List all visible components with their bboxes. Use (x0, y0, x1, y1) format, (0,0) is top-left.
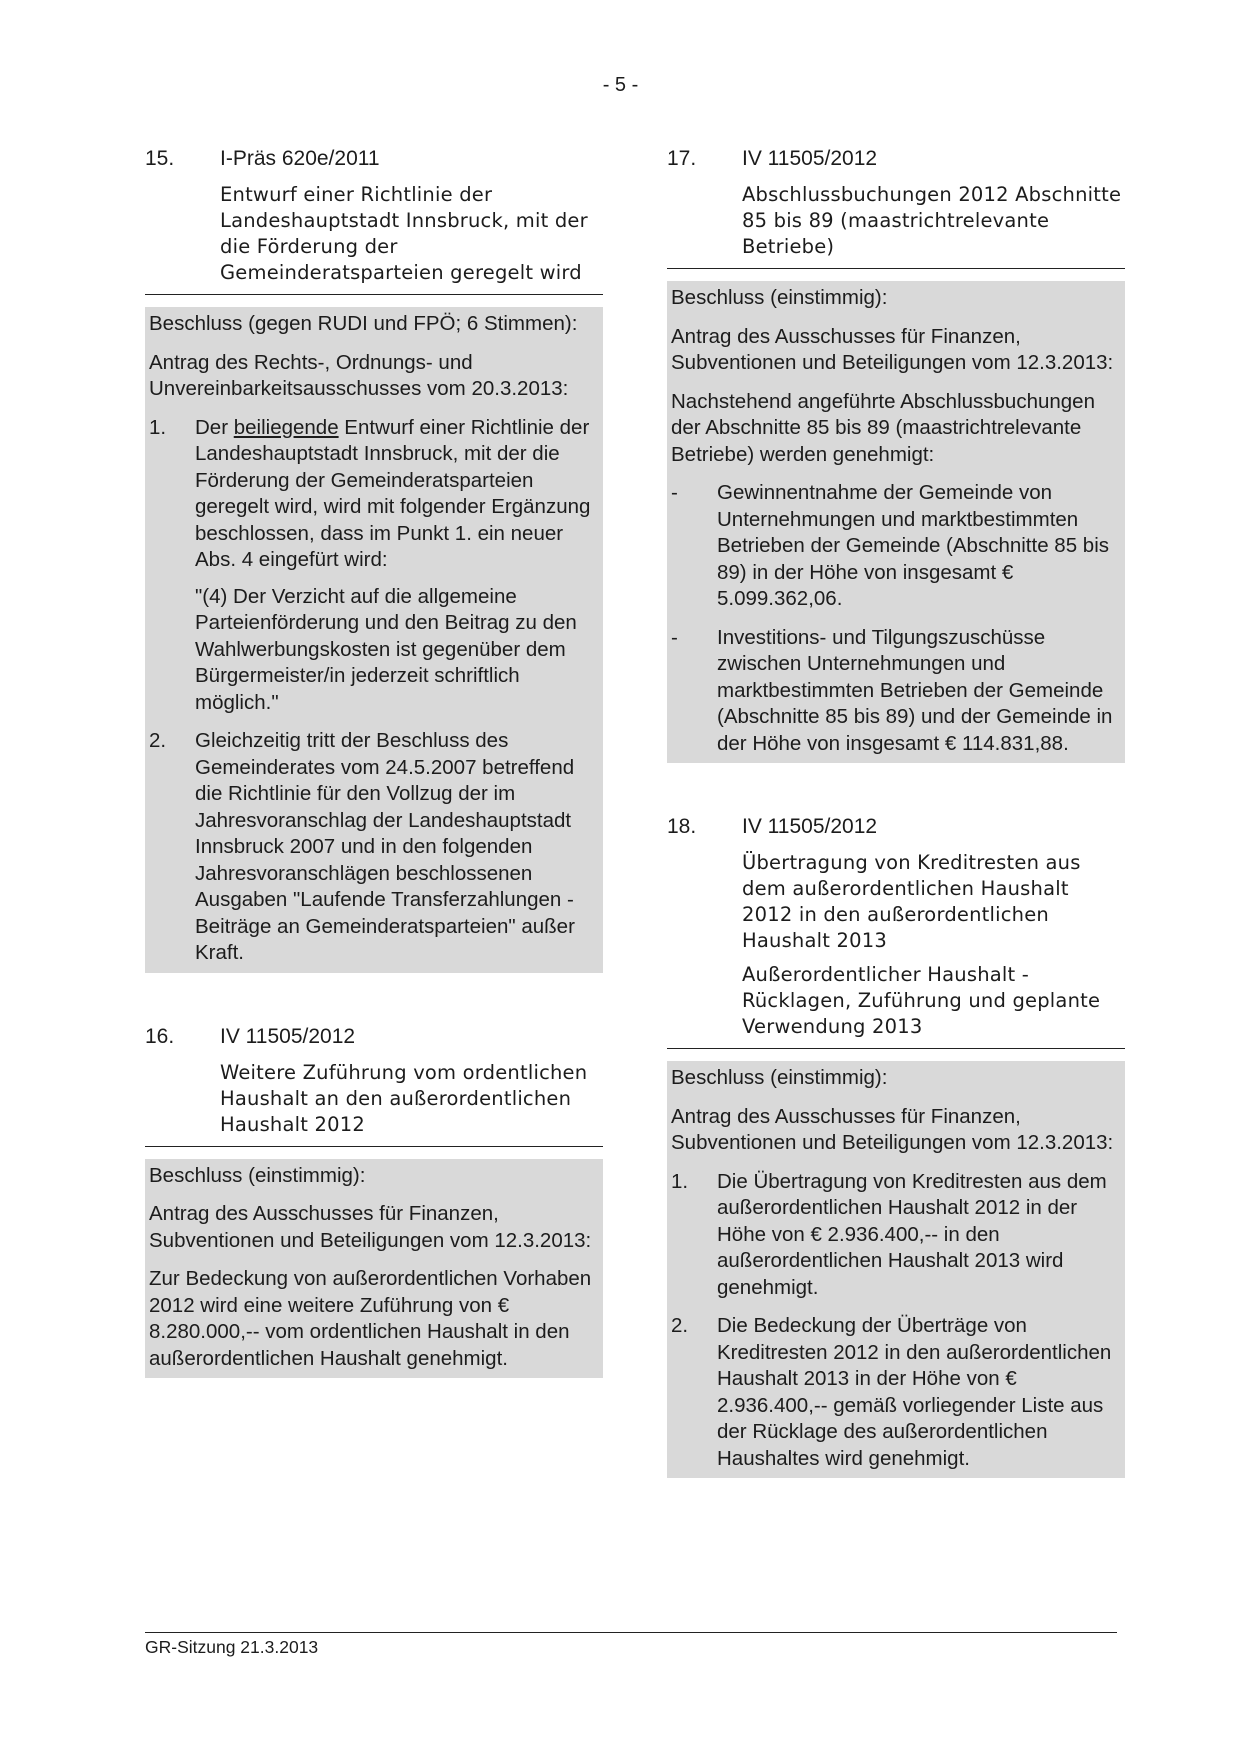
list-marker: - (671, 625, 678, 649)
item-subject (220, 1060, 603, 1138)
agenda-item-16 (145, 1023, 603, 1379)
decision-box (667, 281, 1125, 763)
intro-text: Nachstehend angeführte Abschlussbuchungen der Abschnitte 85 bis 89 (maastrichtrelevante Betriebe) werden genehmigt: (671, 389, 1095, 466)
item-header (667, 145, 1125, 172)
item-reference: I-Präs 620e/2011 (220, 147, 380, 170)
item-header (145, 1023, 603, 1050)
list-item (671, 625, 1121, 758)
motion-text: Antrag des Ausschusses für Finanzen, Subventionen und Beteiligungen vom 12.3.2013: (149, 1202, 592, 1252)
list-body: Die Übertragung von Kreditresten aus dem außerordentlichen Haushalt 2012 in der Höhe von € 2.936.400,-- in den außerordentlichen Haushalt 2013 wird genehmigt. (717, 1169, 1107, 1299)
point-text-end: Entwurf einer Richtlinie der Landeshauptstadt Innsbruck, mit der die Förderung der Gemeinderatsparteien geregelt wird, wird mit folgender Ergänzung beschlossen, dass im Punkt 1. ein neuer Abs. 4 eingefürt wird: (195, 415, 591, 571)
list-marker: 1. (671, 1169, 689, 1193)
list-body (195, 415, 599, 717)
divider (145, 294, 603, 295)
list-item (671, 1313, 1121, 1472)
decision-label: Beschluss (einstimmig): (671, 1066, 888, 1089)
motion-text: Antrag des Ausschusses für Finanzen, Subventionen und Beteiligungen vom 12.3.2013: (671, 1104, 1114, 1154)
list-marker: 2. (671, 1314, 689, 1337)
resolution-text: Zur Bedeckung von außerordentlichen Vorhaben 2012 wird eine weitere Zuführung von € 8.280.000,-- vom ordentlichen Haushalt in den außerordentlichen Haushalt genehmigt. (149, 1267, 592, 1370)
divider (667, 268, 1125, 269)
list-item (671, 1169, 1121, 1302)
list-marker: - (671, 481, 678, 504)
item-subject (742, 182, 1125, 260)
right-column (667, 145, 1125, 1528)
item-number: 15. (145, 147, 175, 170)
item-subject (220, 182, 603, 286)
item-header (667, 813, 1125, 840)
motion-text: Antrag des Rechts-, Ordnungs- und Unvereinbarkeitsausschusses vom 20.3.2013: (149, 350, 569, 400)
item-number: 18. (667, 815, 697, 838)
list-body: Gleichzeitig tritt der Beschluss des Gemeinderates vom 24.5.2007 betreffend die Richtlinie für den Vollzug der im Jahresvoranschlag der Landeshauptstadt Innsbruck 2007 und in den folgenden Jahresvoranschlägen beschlossenen Ausgaben "Laufende Transferzahlungen - Beiträge an Gemeinderatsparteien" außer Kraft. (195, 729, 575, 964)
subject-text-secondary: Außerordentlicher Haushalt - Rücklagen, Zuführung und geplante Verwendung 2013 (742, 963, 1101, 1038)
list-body: Investitions- und Tilgungszuschüsse zwischen Unternehmungen und marktbestimmten Betrieben der Gemeinde (Abschnitte 85 bis 89) und der Gemeinde in der Höhe von insgesamt € 114.831,88. (717, 625, 1113, 755)
divider (145, 1146, 603, 1147)
item-number: 16. (145, 1024, 175, 1048)
page-footer: GR-Sitzung 21.3.2013 (145, 1632, 1117, 1658)
decision-label: Beschluss (einstimmig): (149, 1163, 366, 1187)
decision-label: Beschluss (gegen RUDI und FPÖ; 6 Stimmen): (149, 312, 578, 335)
decision-box (667, 1061, 1125, 1478)
motion-text: Antrag des Ausschusses für Finanzen, Subventionen und Beteiligungen vom 12.3.2013: (671, 324, 1114, 374)
list-item (671, 480, 1121, 613)
left-column (145, 145, 603, 1428)
item-reference: IV 11505/2012 (742, 815, 878, 838)
list-marker: 2. (149, 729, 167, 752)
subject-text: Entwurf einer Richtlinie der Landeshauptstadt Innsbruck, mit der die Förderung der Gemeinderatsparteien geregelt wird (220, 183, 588, 284)
subject-text: Übertragung von Kreditresten aus dem außerordentlichen Haushalt 2012 in den außerordentlichen Haushalt 2013 (742, 851, 1081, 952)
item-subject (742, 850, 1125, 1040)
decision-label: Beschluss (einstimmig): (671, 286, 888, 309)
quoted-amendment: "(4) Der Verzicht auf die allgemeine Parteienförderung und den Beitrag zu den Wahlwerbungskosten ist gegenüber dem Bürgermeister/in jederzeit schriftlich möglich." (195, 584, 577, 714)
underlined-word: beiliegende (233, 415, 339, 439)
item-number: 17. (667, 147, 697, 170)
subject-text: Weitere Zuführung vom ordentlichen Haushalt an den außerordentlichen Haushalt 2012 (220, 1060, 588, 1136)
list-marker: 1. (149, 415, 167, 439)
decision-box (145, 307, 603, 973)
point-text-start: Der (195, 415, 234, 439)
list-body: Die Bedeckung der Überträge von Kreditresten 2012 in den außerordentlichen Haushalt 2013 in der Höhe von € 2.936.400,-- gemäß vorliegender Liste aus der Rücklage des außerordentlichen Haushaltes wird genehmigt. (717, 1314, 1112, 1470)
agenda-item-15 (145, 145, 603, 973)
item-header (145, 145, 603, 172)
page-number: - 5 - (602, 74, 639, 96)
agenda-item-17 (667, 145, 1125, 763)
divider (667, 1048, 1125, 1049)
decision-box (145, 1159, 603, 1379)
subject-text: Abschlussbuchungen 2012 Abschnitte 85 bis 89 (maastrichtrelevante Betriebe) (742, 183, 1122, 258)
agenda-item-18 (667, 813, 1125, 1478)
item-reference: IV 11505/2012 (742, 147, 878, 170)
list-item (149, 415, 599, 717)
list-item (149, 728, 599, 967)
item-reference: IV 11505/2012 (220, 1024, 356, 1048)
list-body: Gewinnentnahme der Gemeinde von Unternehmungen und marktbestimmten Betrieben der Gemeinde (Abschnitte 85 bis 89) in der Höhe von insgesamt € 5.099.362,06. (717, 481, 1110, 610)
